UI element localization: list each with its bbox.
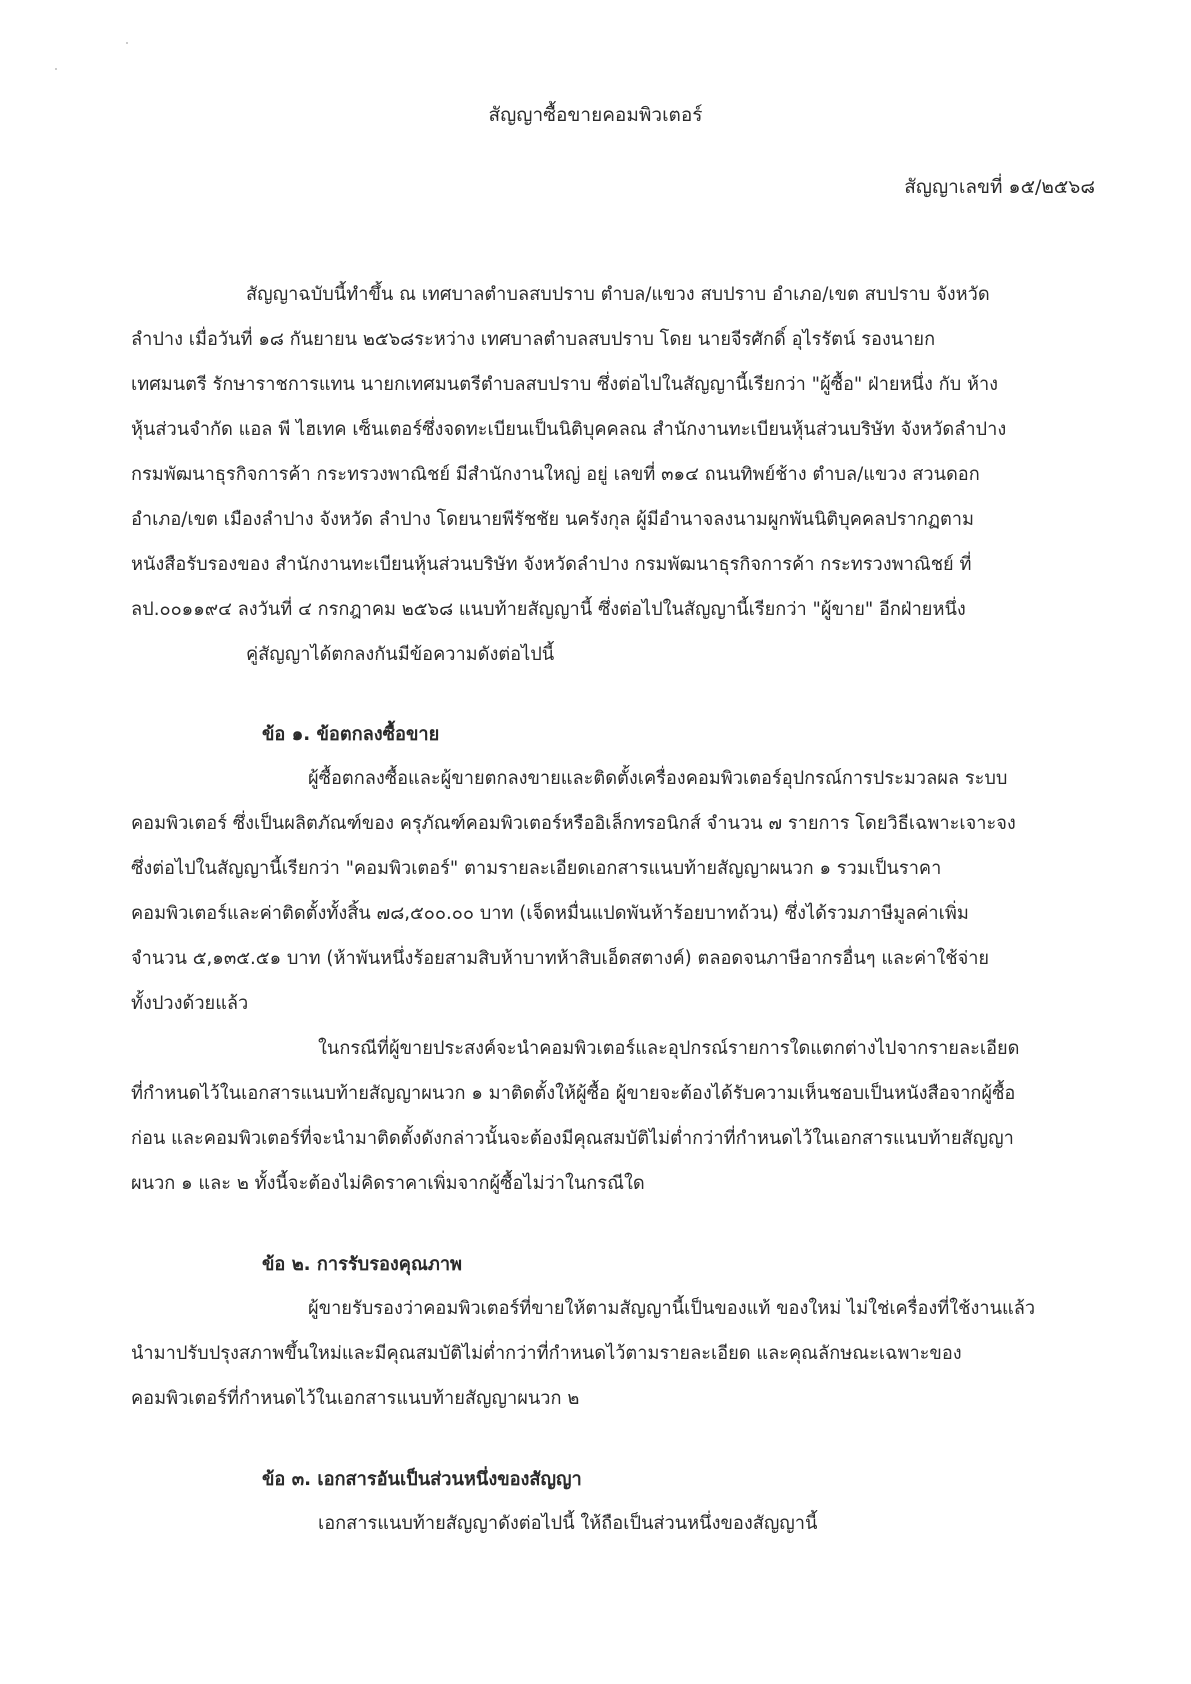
clause-1-line: จำนวน ๕,๑๓๕.๕๑ บาท (ห้าพันหนึ่งร้อยสามสิบห้าบาทห้าสิบเอ็ดสตางค์) ตลอดจนภาษีอากรอื่นๆ และค่าใช้จ่าย [131, 948, 990, 969]
clause-1-line: ผนวก ๑ และ ๒ ทั้งนี้จะต้องไม่คิดราคาเพิ่มจากผู้ซื้อไม่ว่าในกรณีใด [131, 1173, 645, 1194]
clause-3-heading: ข้อ ๓. เอกสารอันเป็นส่วนหนึ่งของสัญญา [262, 1469, 582, 1490]
document-title: สัญญาซื้อขายคอมพิวเตอร์ [488, 104, 703, 126]
clause-1-line: คอมพิวเตอร์และค่าติดตั้งทั้งสิ้น ๗๘,๕๐๐.๐๐ บาท (เจ็ดหมื่นแปดพันห้าร้อยบาทถ้วน) ซึ่งได้รวมภาษีมูลค่าเพิ่ม [131, 903, 969, 924]
intro-line: สัญญาฉบับนี้ทำขึ้น ณ เทศบาลตำบลสบปราบ ตำบล/แขวง สบปราบ อำเภอ/เขต สบปราบ จังหวัด [246, 284, 990, 305]
clause-1-line: ทั้งปวงด้วยแล้ว [131, 993, 249, 1014]
intro-line: เทศมนตรี รักษาราชการแทน นายกเทศมนตรีตำบลสบปราบ ซึ่งต่อไปในสัญญานี้เรียกว่า "ผู้ซื้อ" ฝ่ายหนึ่ง กับ ห้าง [131, 374, 999, 395]
clause-2-heading: ข้อ ๒. การรับรองคุณภาพ [262, 1254, 463, 1275]
clause-1-line: ซึ่งต่อไปในสัญญานี้เรียกว่า "คอมพิวเตอร์" ตามรายละเอียดเอกสารแนบท้ายสัญญาผนวก ๑ รวมเป็นราคา [131, 858, 942, 879]
intro-line: กรมพัฒนาธุรกิจการค้า กระทรวงพาณิชย์ มีสำนักงานใหญ่ อยู่ เลขที่ ๓๑๔ ถนนทิพย์ช้าง ตำบล/แขวง สวนดอก [131, 464, 980, 485]
clause-1-heading: ข้อ ๑. ข้อตกลงซื้อขาย [262, 724, 440, 745]
intro-line: ลำปาง เมื่อวันที่ ๑๘ กันยายน ๒๕๖๘ระหว่าง เทศบาลตำบลสบปราบ โดย นายจีรศักดิ์ อุไรรัตน์ รองนายก [131, 329, 936, 350]
clause-3-line: เอกสารแนบท้ายสัญญาดังต่อไปนี้ ให้ถือเป็นส่วนหนึ่งของสัญญานี้ [318, 1513, 818, 1534]
clause-1-line: ในกรณีที่ผู้ขายประสงค์จะนำคอมพิวเตอร์และอุปกรณ์รายการใดแตกต่างไปจากรายละเอียด [318, 1038, 1020, 1059]
intro-line: ลป.๐๐๑๑๙๔ ลงวันที่ ๔ กรกฎาคม ๒๕๖๘ แนบท้ายสัญญานี้ ซึ่งต่อไปในสัญญานี้เรียกว่า "ผู้ขาย" อีกฝ่ายหนึ่ง [131, 599, 966, 620]
intro-line: หุ้นส่วนจำกัด แอล พี ไฮเทค เซ็นเตอร์ซึ่งจดทะเบียนเป็นนิติบุคคลณ สำนักงานทะเบียนหุ้นส่วนบริษัท จังหวัดลำปาง [131, 419, 1007, 440]
clause-2-line: ผู้ขายรับรองว่าคอมพิวเตอร์ที่ขายให้ตามสัญญานี้เป็นของแท้ ของใหม่ ไม่ใช่เครื่องที่ใช้งานแล้ว [308, 1298, 1036, 1319]
intro-line: หนังสือรับรองของ สำนักงานทะเบียนหุ้นส่วนบริษัท จังหวัดลำปาง กรมพัฒนาธุรกิจการค้า กระทรวงพาณิชย์ ที่ [131, 554, 972, 575]
scan-speck [55, 68, 57, 70]
clause-2-line: คอมพิวเตอร์ที่กำหนดไว้ในเอกสารแนบท้ายสัญญาผนวก ๒ [131, 1388, 580, 1409]
clause-2-line: นำมาปรับปรุงสภาพขึ้นใหม่และมีคุณสมบัติไม่ต่ำกว่าที่กำหนดไว้ตามรายละเอียด และคุณลักษณะเฉพาะของ [131, 1343, 962, 1364]
intro-line: อำเภอ/เขต เมืองลำปาง จังหวัด ลำปาง โดยนายพีรัชชัย นครังกุล ผู้มีอำนาจลงนามผูกพันนิติบุคคลปรากฏตาม [131, 509, 975, 530]
clause-1-line: ก่อน และคอมพิวเตอร์ที่จะนำมาติดตั้งดังกล่าวนั้นจะต้องมีคุณสมบัติไม่ต่ำกว่าที่กำหนดไว้ในเอกสารแนบท้ายสัญญา [131, 1128, 1014, 1149]
contract-number: สัญญาเลขที่ ๑๕/๒๕๖๘ [904, 176, 1095, 198]
clause-1-line: ที่กำหนดไว้ในเอกสารแนบท้ายสัญญาผนวก ๑ มาติดตั้งให้ผู้ซื้อ ผู้ขายจะต้องได้รับความเห็นชอบเป็นหนังสือจากผู้ซื้อ [131, 1083, 1016, 1104]
clause-1-line: คอมพิวเตอร์ ซึ่งเป็นผลิตภัณฑ์ของ ครุภัณฑ์คอมพิวเตอร์หรืออิเล็กทรอนิกส์ จำนวน ๗ รายการ โดยวิธีเฉพาะเจาะจง [131, 813, 1016, 834]
scan-speck [126, 42, 128, 44]
clause-1-line: ผู้ซื้อตกลงซื้อและผู้ขายตกลงขายและติดตั้งเครื่องคอมพิวเตอร์อุปกรณ์การประมวลผล ระบบ [308, 768, 1008, 789]
intro-line: คู่สัญญาได้ตกลงกันมีข้อความดังต่อไปนี้ [246, 644, 555, 665]
